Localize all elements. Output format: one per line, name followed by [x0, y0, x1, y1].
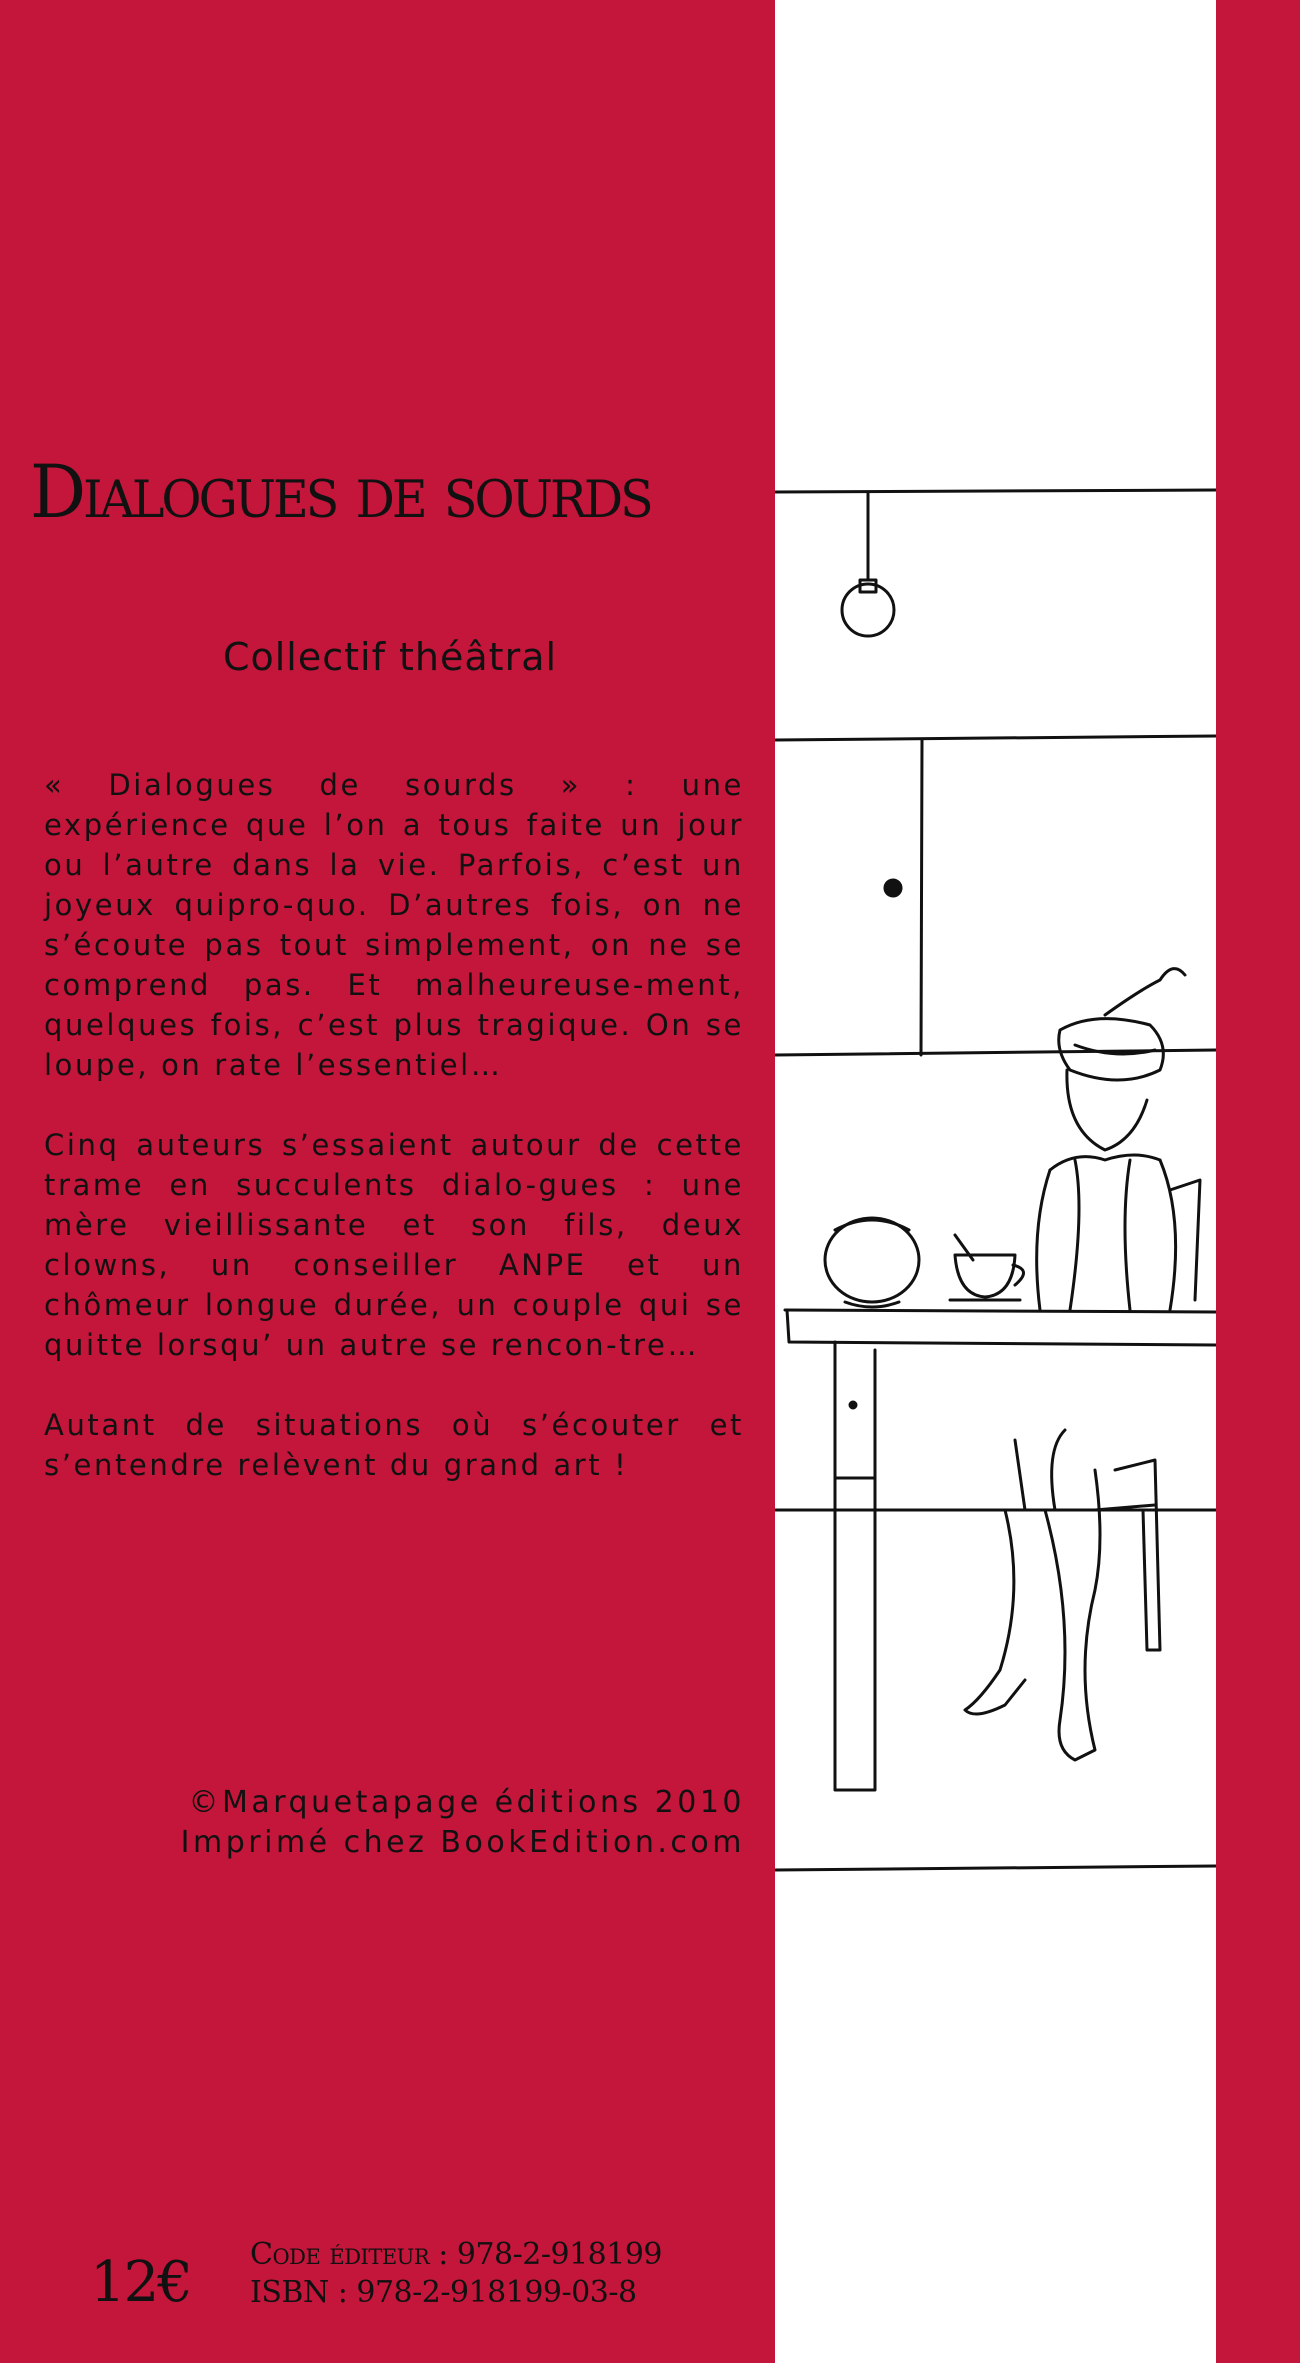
copyright-line: ©Marquetapage éditions 2010: [188, 1785, 745, 1820]
book-subtitle: Collectif théâtral: [222, 635, 558, 679]
blurb-paragraph-1: « Dialogues de sourds » : une expérience que l’on a tous faite un jour ou l’autre dans la vie. Parfois, c’est un joyeux quipro-quo. D’autres fois, on ne s’écoute pas tout simplement, on ne se comprend pas. Et malheureuse-ment, quelques fois, c’est plus tragique. On se loupe, on rate l’essentiel…: [44, 768, 744, 1082]
blurb-paragraph-3: Autant de situations où s’écouter et s’entendre relèvent du grand art !: [44, 1408, 744, 1482]
book-title: Dialogues de sourds: [30, 448, 651, 535]
isbn-code: ISBN : 978-2-918199-03-8: [250, 2275, 637, 2310]
book-codes: [250, 2236, 662, 2312]
printer-line: Imprimé chez BookEdition.com: [180, 1825, 745, 1860]
back-cover-blurb: [44, 765, 744, 1525]
price-label: 12€: [90, 2250, 191, 2315]
publisher-code: Code éditeur : 978-2-918199: [250, 2237, 663, 2272]
spine-strip: [1216, 0, 1300, 2363]
blurb-paragraph-2: Cinq auteurs s’essaient autour de cette trame en succulents dialo-gues : une mère vieillissante et son fils, deux clowns, un conseiller ANPE et un chômeur longue durée, un couple qui se quitte lorsqu’ un autre se rencon-tre…: [44, 1128, 744, 1362]
woman-at-table-drawing: [775, 470, 1216, 1880]
credits-block: [30, 1783, 745, 1863]
